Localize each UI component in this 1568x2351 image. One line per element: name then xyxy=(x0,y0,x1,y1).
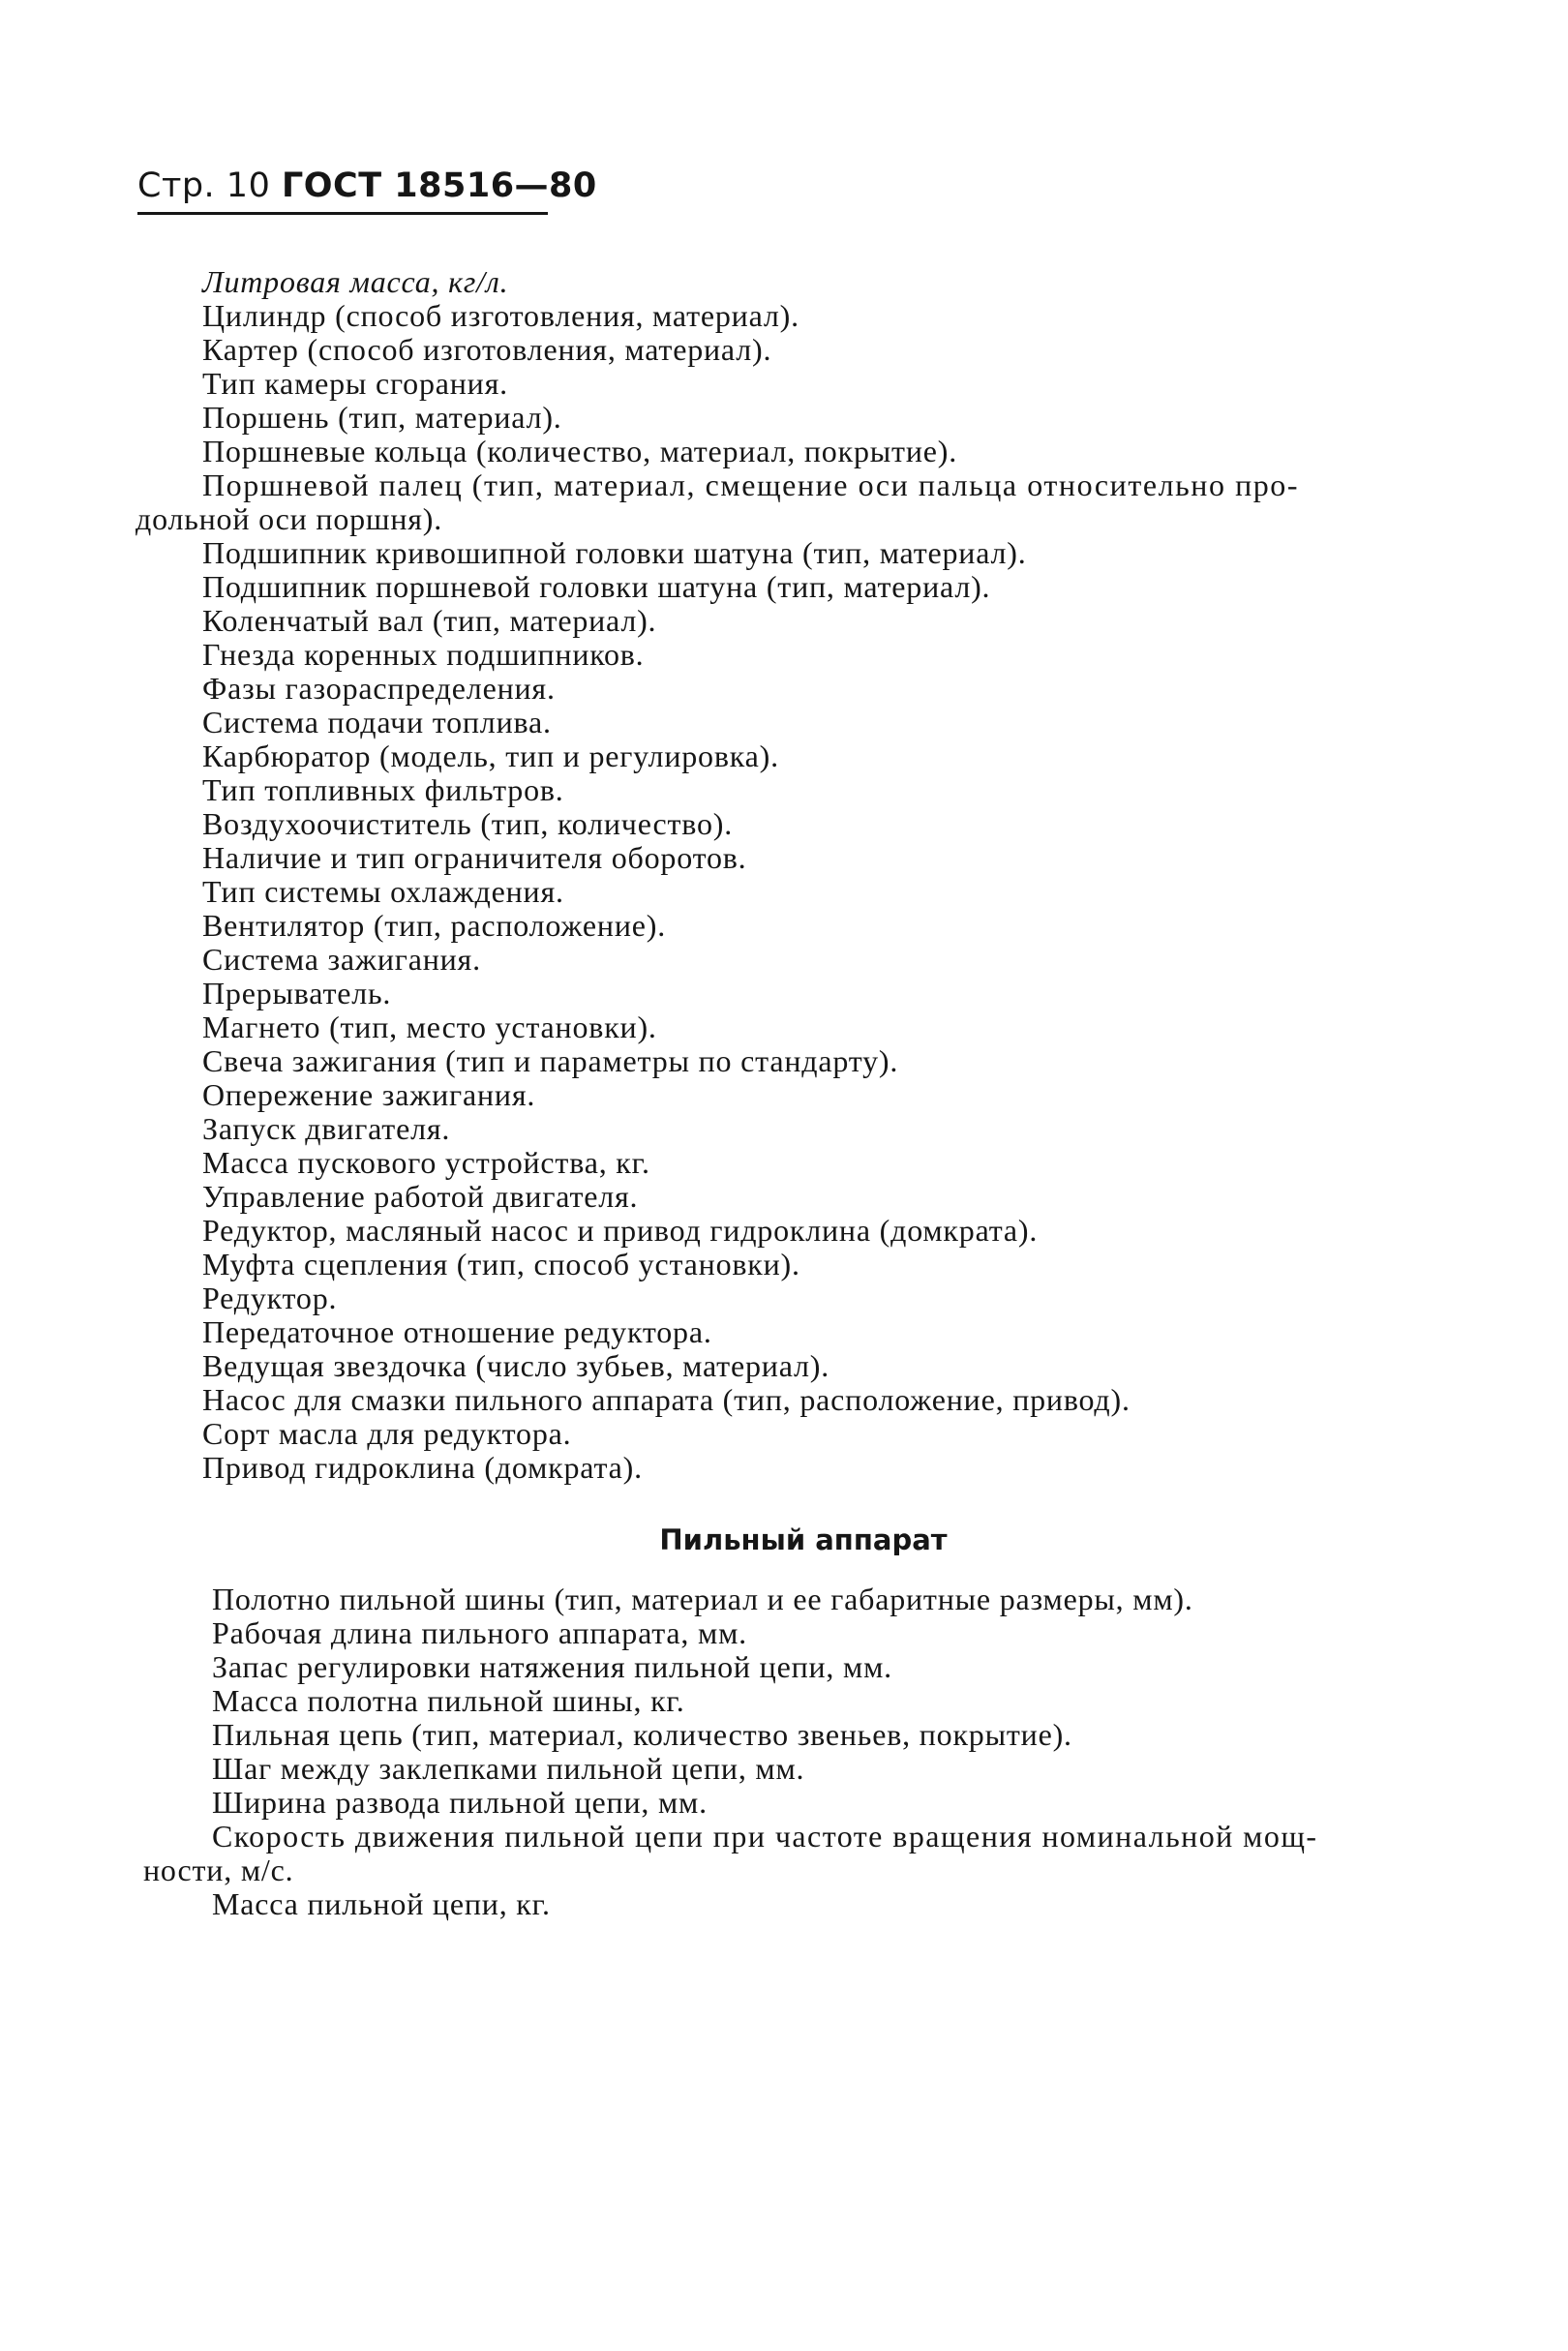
list-item: Гнезда коренных подшипников. xyxy=(202,637,645,672)
list-item: Запас регулировки натяжения пильной цепи, мм. xyxy=(212,1649,892,1684)
standard-number: ГОСТ 18516—80 xyxy=(281,166,597,205)
list-item: Поршневые кольца (количество, материал, покрытие). xyxy=(202,434,958,468)
list-item: Тип камеры сгорания. xyxy=(202,366,508,401)
list-item: Ведущая звездочка (число зубьев, материал). xyxy=(202,1348,830,1383)
list-item: Управление работой двигателя. xyxy=(202,1179,639,1214)
list-item: Пильная цепь (тип, материал, количество звеньев, покрытие). xyxy=(212,1717,1072,1752)
list-item: Редуктор, масляный насос и привод гидроклина (домкрата). xyxy=(202,1213,1039,1248)
list-item: Тип топливных фильтров. xyxy=(202,772,564,807)
list-item: Привод гидроклина (домкрата). xyxy=(202,1450,643,1485)
list-item: Свеча зажигания (тип и параметры по стандарту). xyxy=(202,1043,899,1078)
list-item: Поршневой палец (тип, материал, смещение оси пальца относительно про- xyxy=(202,467,1300,502)
list-item-continuation: дольной оси поршня). xyxy=(136,501,443,536)
list-item: Сорт масла для редуктора. xyxy=(202,1416,572,1451)
list-item: Муфта сцепления (тип, способ установки). xyxy=(202,1247,800,1281)
list-item: Насос для смазки пильного аппарата (тип, расположение, привод). xyxy=(202,1382,1131,1417)
list-item: Фазы газораспределения. xyxy=(202,671,556,706)
page-number: Стр. 10 xyxy=(137,166,271,205)
list-item: Запуск двигателя. xyxy=(202,1111,451,1146)
list-item: Передаточное отношение редуктора. xyxy=(202,1314,712,1349)
list-item: Магнето (тип, место установки). xyxy=(202,1010,657,1044)
list-item: Система подачи топлива. xyxy=(202,705,552,739)
list-item: Вентилятор (тип, расположение). xyxy=(202,908,667,943)
list-item: Масса пильной цепи, кг. xyxy=(212,1886,551,1921)
list-item: Система зажигания. xyxy=(202,942,481,977)
list-item: Опережение зажигания. xyxy=(202,1077,536,1112)
list-item: Масса полотна пильной шины, кг. xyxy=(212,1683,685,1718)
list-item: Цилиндр (способ изготовления, материал). xyxy=(202,298,799,333)
list-item: Редуктор. xyxy=(202,1281,338,1315)
list-item: Подшипник поршневой головки шатуна (тип, материал). xyxy=(202,569,991,604)
list-item: Картер (способ изготовления, материал). xyxy=(202,332,772,367)
list-item: Тип системы охлаждения. xyxy=(202,874,564,909)
list-item: Воздухоочиститель (тип, количество). xyxy=(202,806,734,841)
list-item: Карбюратор (модель, тип и регулировка). xyxy=(202,738,779,773)
list-item: Скорость движения пильной цепи при частоте вращения номинальной мощ- xyxy=(212,1819,1318,1854)
list-item: Прерыватель. xyxy=(202,976,392,1010)
list-item: Полотно пильной шины (тип, материал и ее габаритные размеры, мм). xyxy=(212,1582,1193,1616)
list-item: Ширина развода пильной цепи, мм. xyxy=(212,1785,708,1820)
section-title: Пильный аппарат xyxy=(659,1523,948,1556)
list-item: Коленчатый вал (тип, материал). xyxy=(202,603,657,638)
list-item: Литровая масса, кг/л. xyxy=(202,264,509,299)
list-item-continuation: ности, м/с. xyxy=(143,1853,294,1887)
list-item: Наличие и тип ограничителя оборотов. xyxy=(202,840,747,875)
header-rule xyxy=(137,212,548,215)
list-item: Масса пускового устройства, кг. xyxy=(202,1145,650,1180)
list-item: Шаг между заклепками пильной цепи, мм. xyxy=(212,1751,805,1786)
list-item: Поршень (тип, материал). xyxy=(202,400,562,435)
page-header xyxy=(137,165,597,207)
list-item: Подшипник кривошипной головки шатуна (тип, материал). xyxy=(202,535,1027,570)
list-item: Рабочая длина пильного аппарата, мм. xyxy=(212,1615,747,1650)
